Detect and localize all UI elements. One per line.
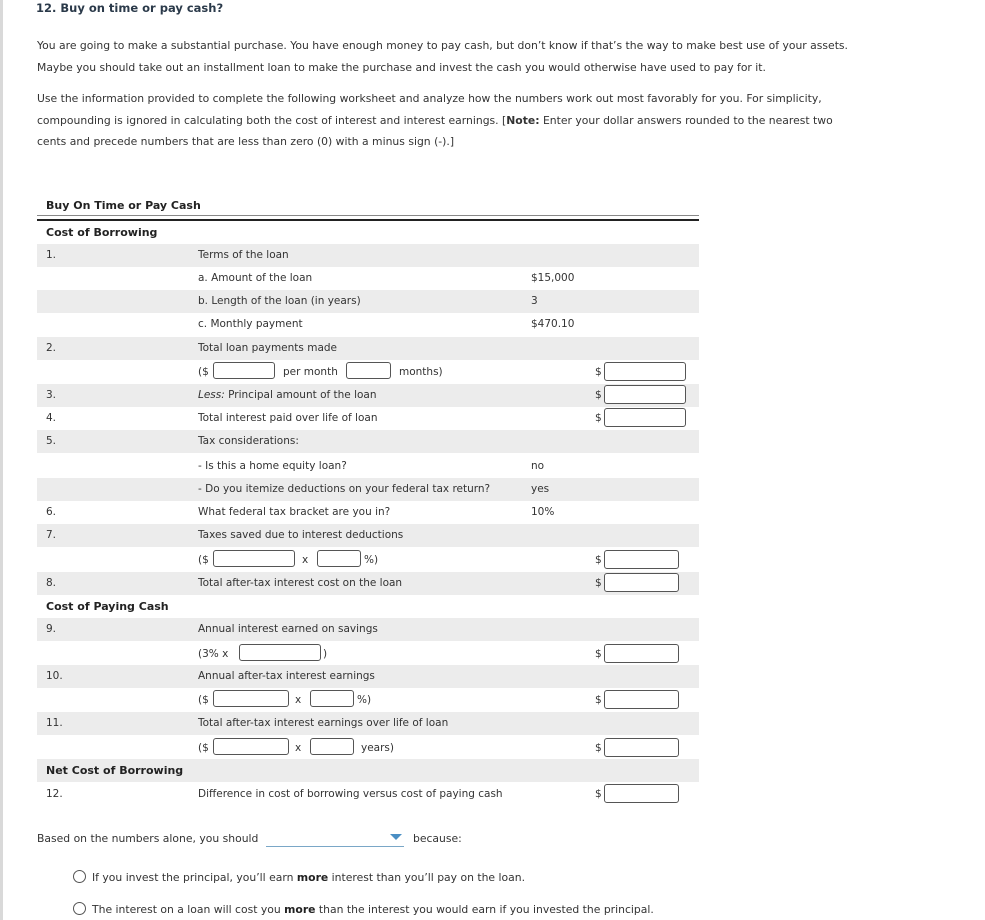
- percent-close: %): [357, 694, 372, 706]
- total-interest-paid-input[interactable]: [604, 408, 686, 427]
- intro-paragraph: [37, 35, 937, 78]
- currency-symbol: $: [595, 694, 602, 706]
- paren-open: ($: [198, 694, 209, 706]
- table-row: [37, 267, 699, 290]
- tax-rate-input[interactable]: [317, 550, 361, 567]
- paren-close: ): [323, 648, 328, 660]
- taxes-saved-input[interactable]: [604, 550, 679, 569]
- paren-open: ($: [198, 366, 209, 378]
- row-label: Total loan payments made: [198, 342, 337, 354]
- option-text: If you invest the principal, you’ll earn: [92, 871, 297, 884]
- percent-close: %): [364, 554, 379, 566]
- section-row: [37, 221, 699, 244]
- instructions-text: Enter your dollar answers rounded to the nearest two: [539, 113, 833, 127]
- row-label: - Is this a home equity loan?: [198, 460, 347, 472]
- intro-line-1: You are going to make a substantial purchase. You have enough money to pay cash, but don’t know if that’s the way to make best use of your assets.: [37, 39, 848, 52]
- currency-symbol: $: [595, 742, 602, 754]
- instructions-text: compounding is ignored in calculating both the cost of interest and interest earnings. [: [37, 113, 507, 127]
- row-label: Tax considerations:: [198, 435, 299, 447]
- section-net-cost-of-borrowing: Net Cost of Borrowing: [46, 764, 184, 777]
- table-row: [37, 244, 699, 267]
- row-label: Terms of the loan: [198, 249, 289, 261]
- principal-amount-input[interactable]: [604, 385, 686, 404]
- row-number: 5.: [46, 435, 57, 447]
- row-label: What federal tax bracket are you in?: [198, 506, 391, 518]
- loan-years-input[interactable]: [310, 738, 354, 755]
- row-number: 6.: [46, 506, 57, 518]
- less-label: Less:: [198, 389, 225, 401]
- row-number: 11.: [46, 717, 63, 729]
- section-row: [37, 595, 699, 618]
- question-title: 12. Buy on time or pay cash?: [36, 1, 224, 15]
- row-label: - Do you itemize deductions on your federal tax return?: [198, 483, 491, 495]
- option-emphasis: more: [284, 903, 316, 916]
- row-label: b. Length of the loan (in years): [198, 295, 361, 307]
- principal-label: Principal amount of the loan: [224, 389, 377, 401]
- after-tax-interest-cost-input[interactable]: [604, 573, 679, 592]
- annual-earnings-input[interactable]: [213, 738, 289, 755]
- row-label: Annual after-tax interest earnings: [198, 670, 375, 682]
- total-after-tax-earnings-input[interactable]: [604, 738, 679, 757]
- instructions-paragraph: [37, 88, 937, 153]
- table-row: [37, 549, 699, 572]
- conclusion-lead: Based on the numbers alone, you should: [37, 832, 259, 845]
- instructions-line-3: cents and precede numbers that are less than zero (0) with a minus sign (-).]: [37, 135, 455, 148]
- row-number: 8.: [46, 577, 57, 589]
- table-row: [37, 455, 699, 478]
- chevron-down-icon: [390, 834, 402, 840]
- row-label: Difference in cost of borrowing versus cost of paying cash: [198, 788, 503, 800]
- row-number: 7.: [46, 529, 57, 541]
- row-label: Total interest paid over life of loan: [198, 412, 378, 424]
- decision-dropdown[interactable]: [266, 830, 404, 847]
- table-row: [37, 290, 699, 313]
- row-label: Total after-tax interest earnings over life of loan: [198, 717, 449, 729]
- loan-amount-value: $15,000: [531, 272, 575, 284]
- savings-amount-input[interactable]: [239, 644, 321, 661]
- net-cost-difference-input[interactable]: [604, 784, 679, 803]
- currency-symbol: $: [595, 788, 602, 800]
- row-number: 1.: [46, 249, 57, 261]
- reason-option-1[interactable]: [73, 870, 525, 884]
- intro-line-2: Maybe you should take out an installment loan to make the purchase and invest the cash you would otherwise have used to pay for it.: [37, 60, 766, 74]
- table-row: [37, 361, 699, 384]
- annual-interest-input[interactable]: [213, 690, 289, 707]
- row-label: Taxes saved due to interest deductions: [198, 529, 404, 541]
- table-row: [37, 313, 699, 336]
- currency-symbol: $: [595, 389, 602, 401]
- table-row: [37, 712, 699, 735]
- loan-length-value: 3: [531, 295, 538, 307]
- times-sign: x: [295, 694, 302, 706]
- because-label: because:: [413, 832, 462, 845]
- years-close: years): [361, 742, 394, 754]
- table-row: [37, 430, 699, 453]
- radio-button[interactable]: [73, 902, 86, 915]
- reason-option-2[interactable]: [73, 902, 654, 916]
- table-row: [37, 618, 699, 641]
- table-row: [37, 501, 699, 524]
- currency-symbol: $: [595, 554, 602, 566]
- left-margin-bar: [0, 0, 3, 920]
- option-text: than the interest you would earn if you invested the principal.: [315, 903, 654, 916]
- table-row: [37, 337, 699, 360]
- row-label: Annual interest earned on savings: [198, 623, 378, 635]
- row-label: Total after-tax interest cost on the loan: [198, 577, 403, 589]
- months-label: months): [399, 366, 443, 378]
- table-row: [37, 783, 699, 806]
- after-tax-rate-input[interactable]: [310, 690, 354, 707]
- note-label: Note:: [506, 113, 540, 127]
- row-number: 4.: [46, 412, 57, 424]
- option-text: interest than you’ll pay on the loan.: [328, 871, 526, 884]
- number-of-months-input[interactable]: [346, 362, 391, 379]
- row-label: c. Monthly payment: [198, 318, 303, 330]
- tax-interest-input[interactable]: [213, 550, 295, 567]
- row-number: 3.: [46, 389, 57, 401]
- row-number: 9.: [46, 623, 57, 635]
- worksheet-title: Buy On Time or Pay Cash: [46, 199, 201, 212]
- currency-symbol: $: [595, 648, 602, 660]
- instructions-line-2: [37, 110, 937, 132]
- currency-symbol: $: [595, 412, 602, 424]
- times-sign: x: [302, 554, 309, 566]
- per-month-label: per month: [283, 366, 338, 378]
- itemize-value: yes: [531, 483, 550, 495]
- option-emphasis: more: [296, 871, 329, 884]
- row-number: 2.: [46, 342, 57, 354]
- table-row: [37, 665, 699, 688]
- row-number: 10.: [46, 670, 63, 682]
- table-row: [37, 384, 699, 407]
- table-row: [37, 407, 699, 430]
- times-sign: x: [295, 742, 302, 754]
- paren-open: ($: [198, 742, 209, 754]
- annual-after-tax-earnings-input[interactable]: [604, 690, 679, 709]
- payment-per-month-input[interactable]: [213, 362, 275, 379]
- row-number: 12.: [46, 788, 63, 800]
- monthly-payment-value: $470.10: [531, 318, 575, 330]
- total-loan-payments-input[interactable]: [604, 362, 686, 381]
- table-row: [37, 572, 699, 595]
- section-row: [37, 759, 699, 782]
- row-label: [198, 389, 377, 401]
- table-row: [37, 737, 699, 760]
- row-label: a. Amount of the loan: [198, 272, 313, 284]
- paren-open: (3% x: [198, 648, 229, 660]
- section-cost-of-paying-cash: Cost of Paying Cash: [46, 600, 169, 613]
- home-equity-value: no: [531, 460, 545, 472]
- instructions-line-1: Use the information provided to complete the following worksheet and analyze how the numbers work out most favorably for you. For simplicity,: [37, 92, 822, 105]
- tax-bracket-value: 10%: [531, 506, 555, 518]
- option-text: The interest on a loan will cost you: [92, 903, 285, 916]
- currency-symbol: $: [595, 366, 602, 378]
- table-row: [37, 643, 699, 666]
- annual-interest-earned-input[interactable]: [604, 644, 679, 663]
- table-row: [37, 524, 699, 547]
- section-cost-of-borrowing: Cost of Borrowing: [46, 226, 158, 239]
- divider: [37, 215, 699, 216]
- currency-symbol: $: [595, 577, 602, 589]
- paren-open: ($: [198, 554, 209, 566]
- radio-button[interactable]: [73, 870, 86, 883]
- table-row: [37, 478, 699, 501]
- table-row: [37, 689, 699, 712]
